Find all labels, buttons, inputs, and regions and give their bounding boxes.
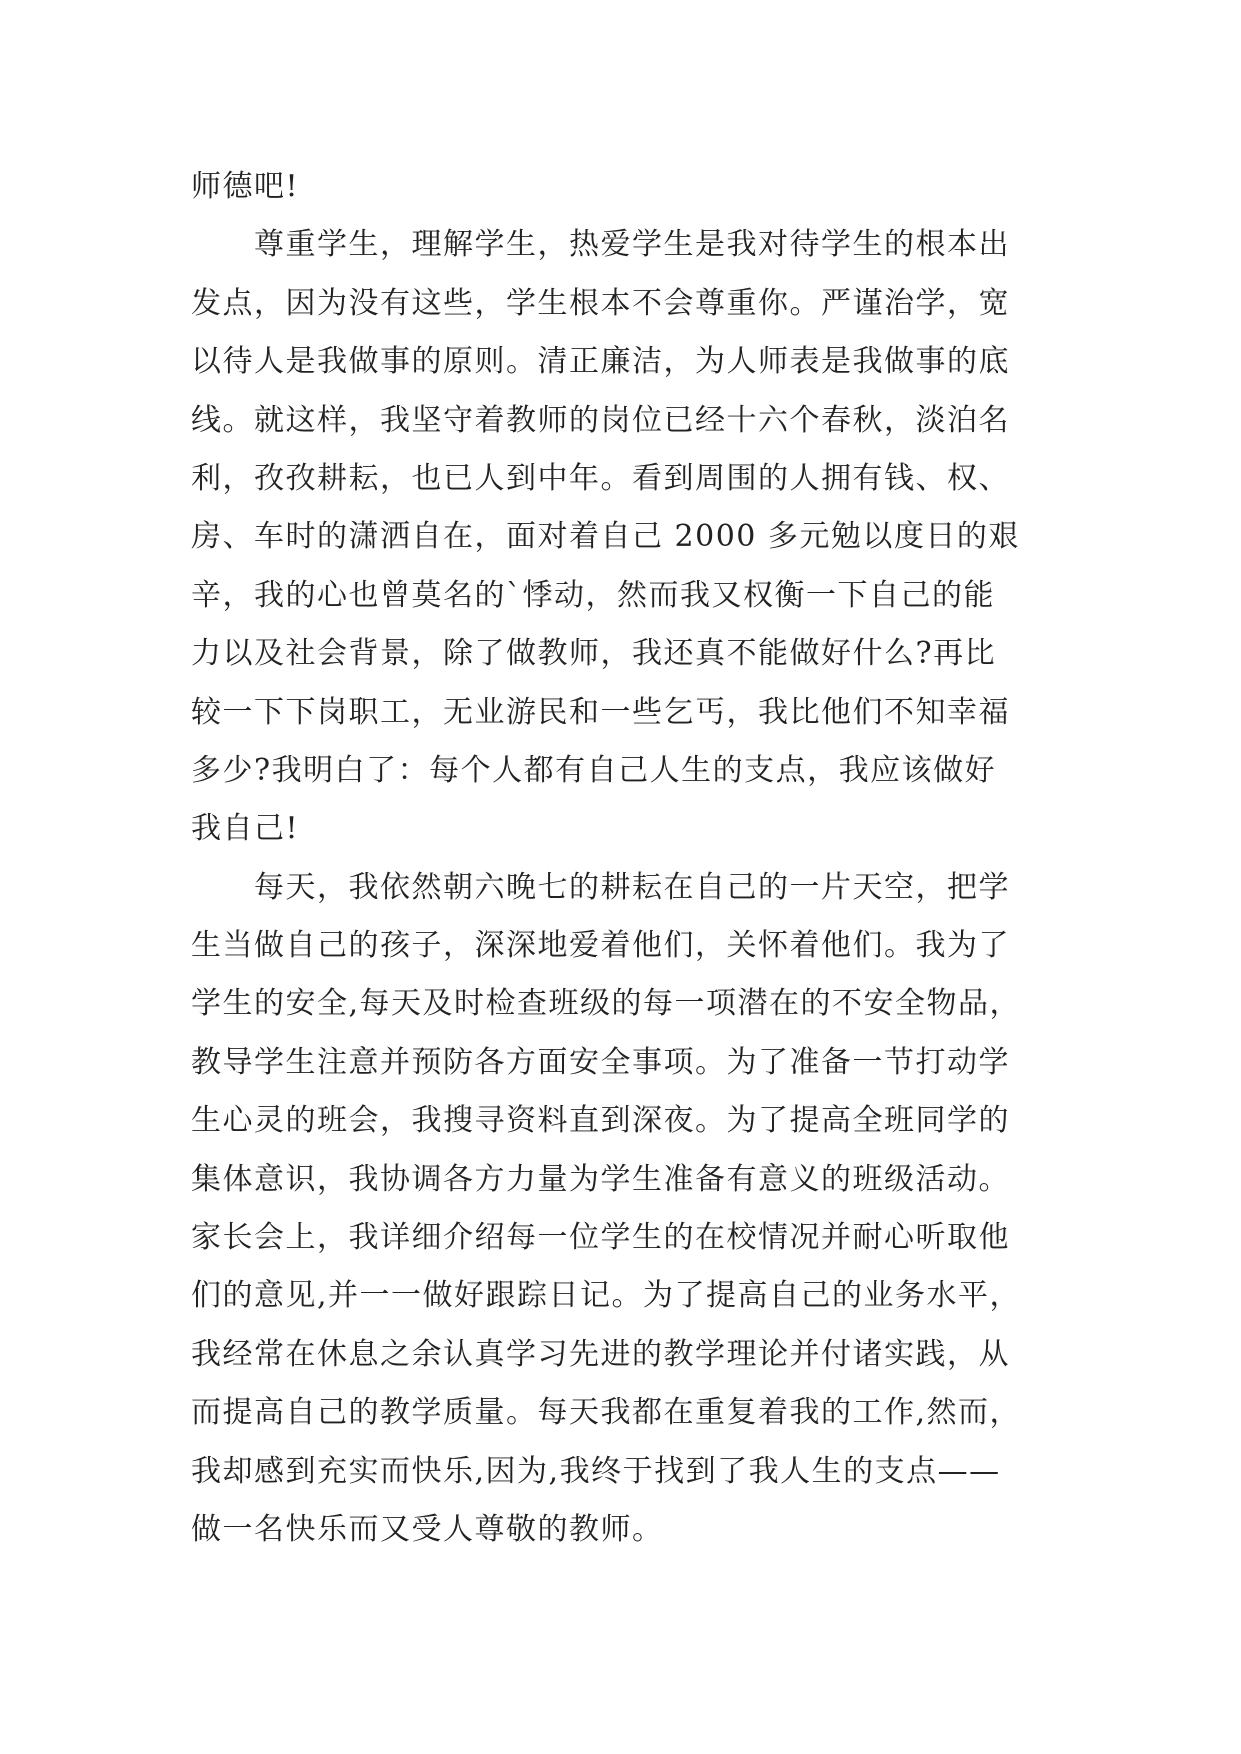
text-line: 我自己!	[191, 811, 300, 847]
text-line: 师德吧!	[191, 169, 300, 204]
text-line: 而提高自己的教学质量。每天我都在重复着我的工作,然而，	[191, 1395, 1022, 1431]
text-line: 教导学生注意并预防各方面安全事项。为了准备一节打动学	[191, 1044, 1010, 1080]
text-line: 学生的安全,每天及时检查班级的每一项潜在的不安全物品，	[191, 986, 1022, 1022]
text-line: 尊重学生，理解学生，热爱学生是我对待学生的根本出	[191, 227, 1010, 263]
text-line: 生当做自己的孩子，深深地爱着他们，关怀着他们。我为了	[191, 928, 1010, 964]
text-line: 生心灵的班会，我搜寻资料直到深夜。为了提高全班同学的	[191, 1103, 1010, 1139]
text-line: 辛，我的心也曾莫名的`悸动，然而我又权衡一下自己的能	[191, 577, 995, 613]
text-line: 发点，因为没有这些，学生根本不会尊重你。严谨治学，宽	[191, 285, 1010, 321]
text-line: 我经常在休息之余认真学习先进的教学理论并付诸实践，从	[191, 1336, 1010, 1372]
text-line: 们的意见,并一一做好跟踪日记。为了提高自己的业务水平，	[191, 1278, 1022, 1314]
text-line: 以待人是我做事的原则。清正廉洁，为人师表是我做事的底	[191, 344, 1010, 380]
text-line: 家长会上，我详细介绍每一位学生的在校情况并耐心听取他	[191, 1220, 1010, 1256]
text-line: 利，孜孜耕耘，也已人到中年。看到周围的人拥有钱、权、	[191, 460, 1010, 496]
text-line: 每天，我依然朝六晚七的耕耘在自己的一片天空，把学	[191, 869, 1010, 905]
text-line: 我却感到充实而快乐,因为,我终于找到了我人生的支点——	[191, 1453, 1001, 1489]
text-line: 多少?我明白了：每个人都有自己人生的支点，我应该做好	[191, 752, 997, 788]
body-text	[191, 158, 1061, 1559]
text-line: 力以及社会背景，除了做教师，我还真不能做好什么?再比	[191, 636, 997, 672]
text-line: 房、车时的潇洒自在，面对着自己 2000 多元勉以度日的艰	[191, 519, 1020, 555]
text-line: 线。就这样，我坚守着教师的岗位已经十六个春秋，淡泊名	[191, 402, 1010, 438]
text-line: 做一名快乐而又受人尊敬的教师。	[191, 1511, 664, 1547]
text-line: 集体意识，我协调各方力量为学生准备有意义的班级活动。	[191, 1161, 1010, 1197]
text-line: 较一下下岗职工，无业游民和一些乞丐，我比他们不知幸福	[191, 694, 1010, 730]
